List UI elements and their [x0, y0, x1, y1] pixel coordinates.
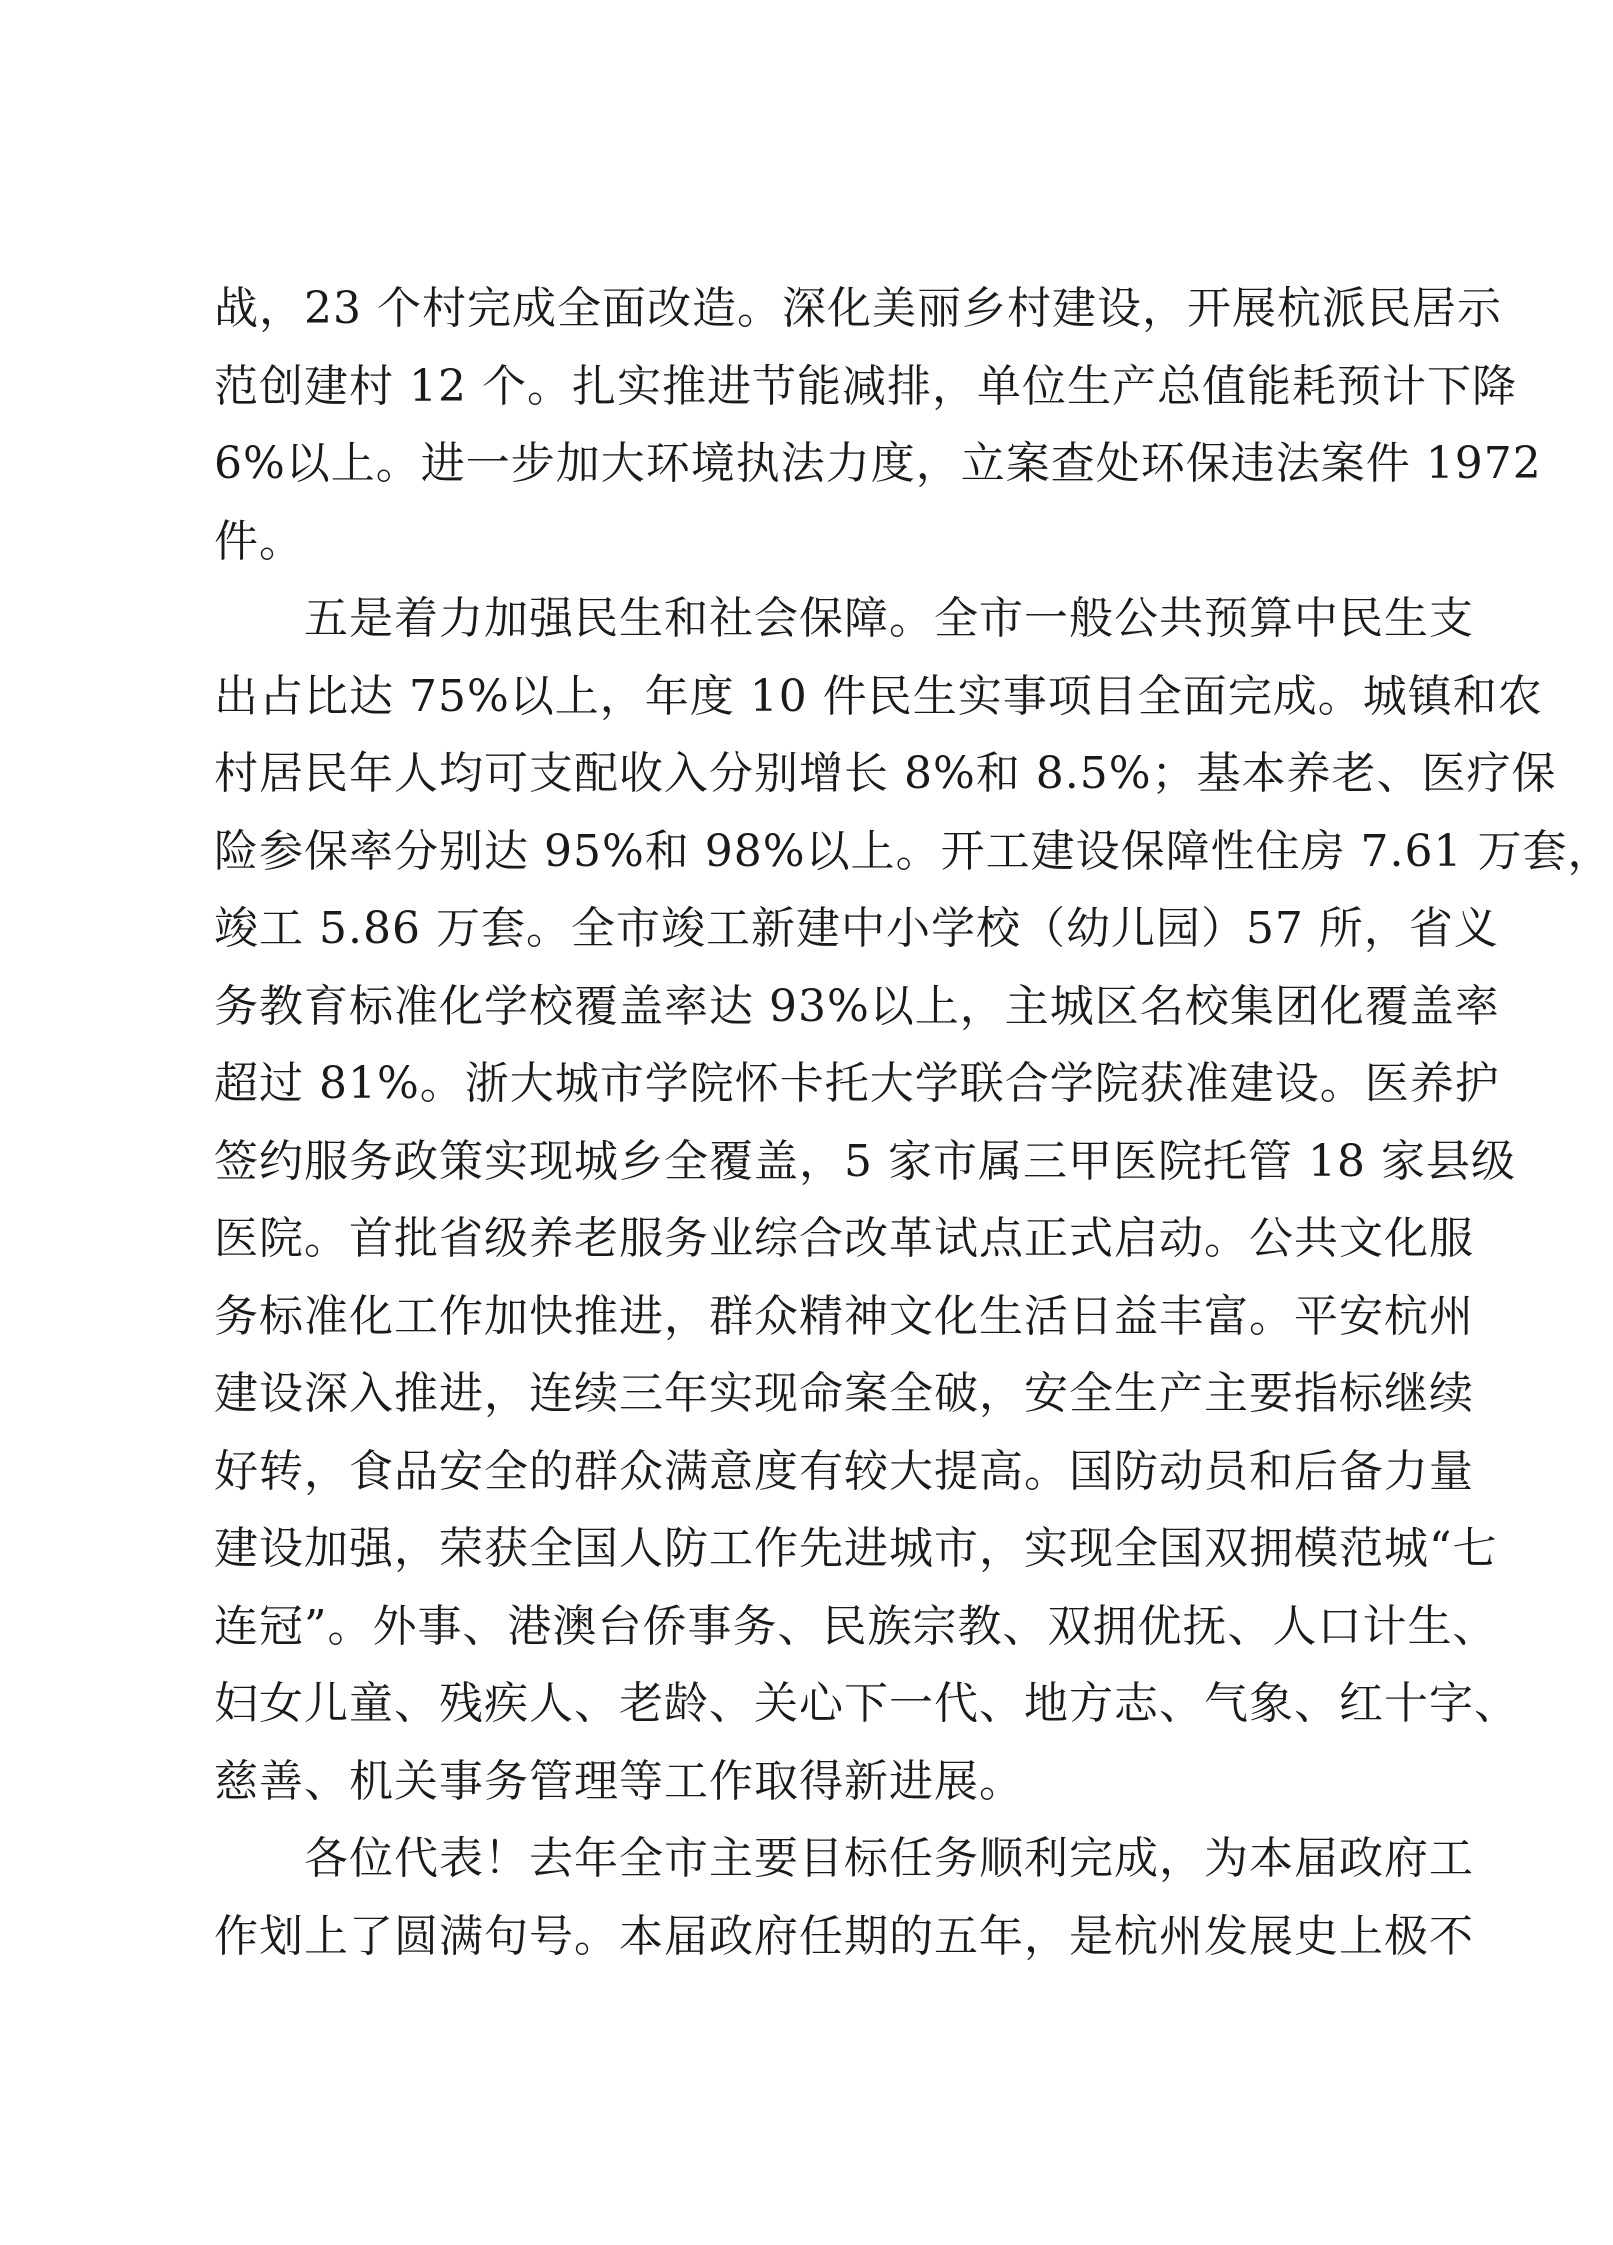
text-line: 务教育标准化学校覆盖率达 93%以上，主城区名校集团化覆盖率: [214, 980, 1500, 1032]
text-line: 好转，食品安全的群众满意度有较大提高。国防动员和后备力量: [214, 1445, 1474, 1497]
text-line: 竣工 5.86 万套。全市竣工新建中小学校（幼儿园）57 所，省义: [214, 903, 1499, 954]
text-line: 连冠”。外事、港澳台侨事务、民族宗教、双拥优抚、人口计生、: [214, 1600, 1498, 1652]
text-line: 妇女儿童、残疾人、老龄、关心下一代、地方志、气象、红十字、: [214, 1678, 1519, 1729]
text-line: 建设加强，荣获全国人防工作先进城市，实现全国双拥模范城“七: [214, 1523, 1498, 1574]
document-body: [214, 270, 1613, 1975]
text-line: 建设深入推进，连续三年实现命案全破，安全生产主要指标继续: [214, 1368, 1474, 1419]
text-line: 出占比达 75%以上，年度 10 件民生实事项目全面完成。城镇和农: [214, 670, 1543, 722]
text-line: 慈善、机关事务管理等工作取得新进展。: [214, 1755, 1024, 1807]
text-line: 各位代表！去年全市主要目标任务顺利完成，为本届政府工: [214, 1833, 1474, 1884]
text-line: 超过 81%。浙大城市学院怀卡托大学联合学院获准建设。医养护: [214, 1058, 1500, 1109]
text-line: 6%以上。进一步加大环境执法力度，立案查处环保违法案件 1972: [214, 438, 1542, 489]
text-line: 作划上了圆满句号。本届政府任期的五年，是杭州发展史上极不: [214, 1910, 1474, 1962]
text-line: 村居民年人均可支配收入分别增长 8%和 8.5%；基本养老、医疗保: [214, 748, 1557, 799]
text-line: 战，23 个村完成全面改造。深化美丽乡村建设，开展杭派民居示: [214, 283, 1502, 334]
text-line: 五是着力加强民生和社会保障。全市一般公共预算中民生支: [214, 593, 1474, 644]
text-line: 范创建村 12 个。扎实推进节能减排，单位生产总值能耗预计下降: [214, 360, 1517, 412]
text-line: 件。: [214, 515, 304, 567]
text-line: 医院。首批省级养老服务业综合改革试点正式启动。公共文化服: [214, 1213, 1474, 1264]
text-line: 签约服务政策实现城乡全覆盖，5 家市属三甲医院托管 18 家县级: [214, 1135, 1516, 1187]
text-line: 务标准化工作加快推进，群众精神文化生活日益丰富。平安杭州: [214, 1290, 1474, 1342]
text-line: 险参保率分别达 95%和 98%以上。开工建设保障性住房 7.61 万套，: [214, 825, 1613, 877]
